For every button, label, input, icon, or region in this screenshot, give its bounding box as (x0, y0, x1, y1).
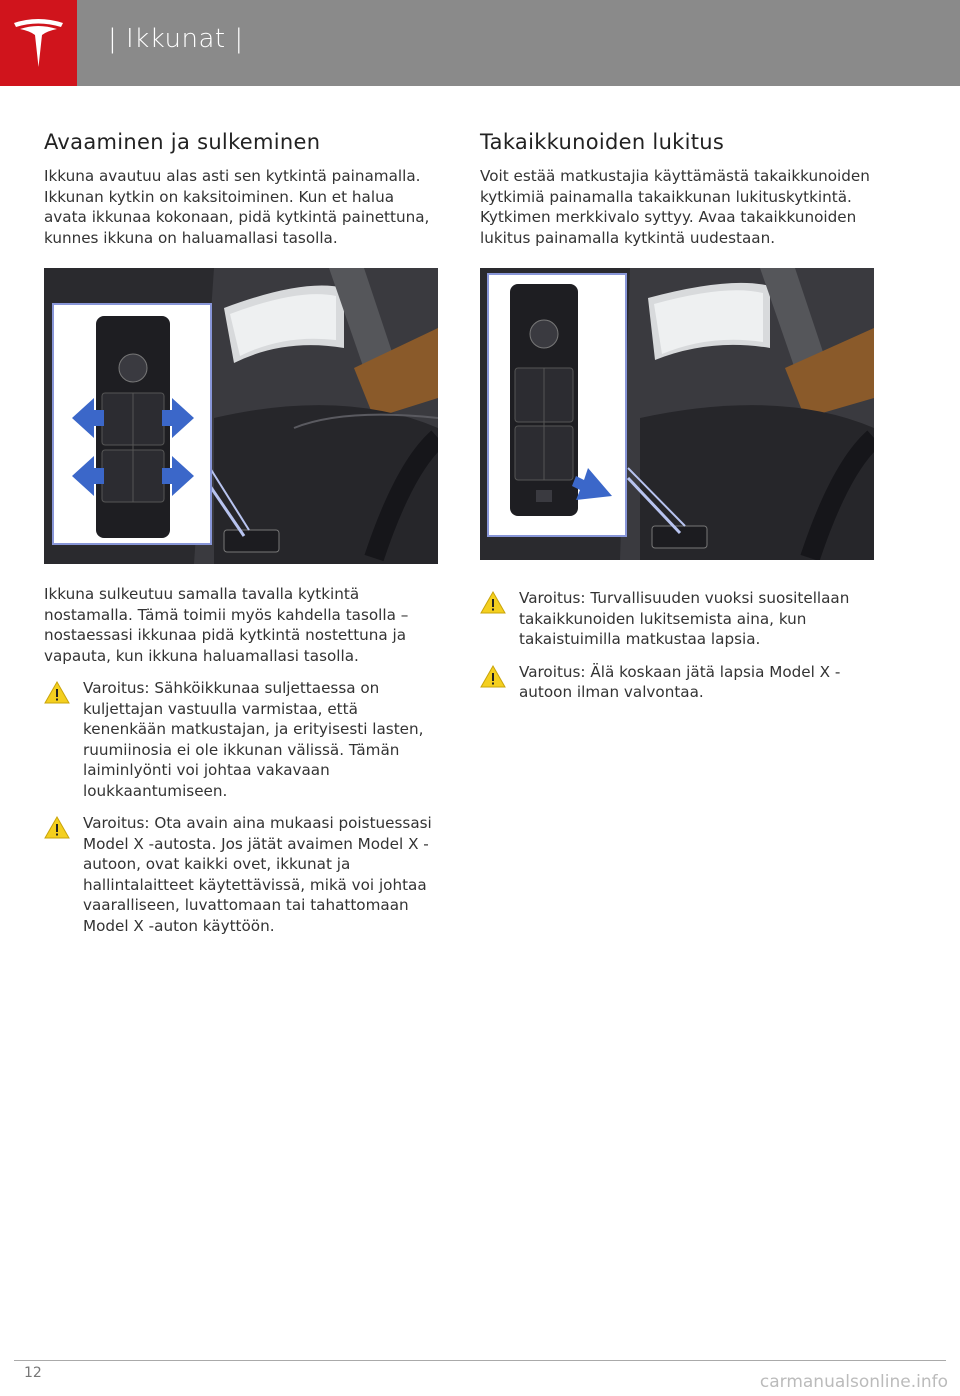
warning-key (44, 813, 438, 936)
warning-window-closing (44, 678, 438, 801)
rear-lock-illustration (480, 268, 874, 560)
heading-opening-closing: Avaaminen ja sulkeminen (44, 130, 321, 154)
right-column (480, 130, 874, 715)
page-number: 12 (24, 1365, 42, 1381)
tesla-logo-icon (11, 17, 66, 69)
paragraph-opening: Ikkuna avautuu alas asti sen kytkintä painamalla. Ikkunan kytkin on kaksitoiminen. Kun et halua avata ikkunaa kokonaan, pidä kytkintä painettuna, kunnes ikkuna on haluamallasi tasolla. (44, 167, 430, 247)
page-header (0, 0, 960, 86)
left-column (44, 130, 438, 948)
warning-text: Varoitus: Älä koskaan jätä lapsia Model X -autoon ilman valvontaa. (519, 662, 841, 701)
watermark: carmanualsonline.info (759, 1372, 948, 1392)
warning-children-rear (480, 588, 874, 650)
window-switch-illustration (44, 268, 438, 564)
warning-icon (480, 665, 506, 688)
section-title: | Ikkunat | (108, 24, 244, 54)
brand-logo (0, 0, 77, 86)
heading-rear-window-lock: Takaikkunoiden lukitus (480, 130, 725, 154)
warning-text: Varoitus: Turvallisuuden vuoksi suositellaan takaikkunoiden lukitsemista aina, kun takaistuimilla matkustaa lapsia. (519, 589, 850, 648)
warning-icon (44, 816, 70, 839)
warning-icon (44, 681, 70, 704)
warning-text: Varoitus: Ota avain aina mukaasi poistuessasi Model X -autosta. Jos jätät avaimen Model X -autoon, ovat kaikki ovet, ikkunat ja hallintalaitteet käytettävissä, mikä voi johtaa vaaralliseen, luvattomaan tai tahattomaan Model X -auton käyttöön. (83, 814, 432, 935)
paragraph-closing: Ikkuna sulkeutuu samalla tavalla kytkintä nostamalla. Tämä toimii myös kahdella tasolla – nostaessasi ikkunaa pidä kytkintä nostettuna ja vapauta, kun ikkuna haluamallasi tasolla. (44, 585, 409, 665)
paragraph-rear-lock: Voit estää matkustajia käyttämästä takaikkunoiden kytkimiä painamalla takaikkunan lukituskytkintä. Kytkimen merkkivalo syttyy. Avaa takaikkunoiden lukitus painamalla kytkintä uudestaan. (480, 167, 870, 247)
warning-children-unattended (480, 662, 874, 703)
footer-divider (14, 1360, 946, 1361)
warning-icon (480, 591, 506, 614)
warning-text: Varoitus: Sähköikkunaa suljettaessa on kuljettajan vastuulla varmistaa, että kenenkään matkustajan, ja erityisesti lasten, ruumiinosia ei ole ikkunan välissä. Tämän laiminlyönti voi johtaa vakavaan loukkaantumiseen. (83, 679, 424, 800)
